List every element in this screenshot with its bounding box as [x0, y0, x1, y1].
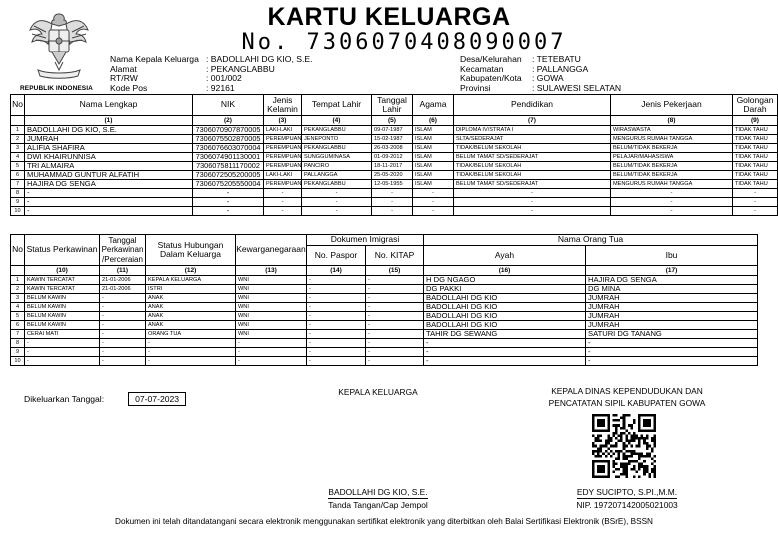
family-status-table	[10, 234, 758, 366]
table-cell: 09-07-1987	[372, 126, 413, 135]
table-cell: -	[372, 207, 413, 216]
table-cell: -	[366, 285, 424, 294]
col-number	[11, 266, 25, 276]
kepala-keluarga-title: KEPALA KELUARGA	[338, 387, 418, 397]
col-header: No. Paspor	[307, 246, 366, 266]
table-cell: ISLAM	[413, 135, 454, 144]
table-cell: -	[302, 198, 372, 207]
header-left	[110, 55, 313, 93]
table-cell: -	[25, 339, 100, 348]
header-field	[460, 84, 621, 94]
table-cell: 21-01-2006	[100, 285, 146, 294]
issued-block	[24, 392, 186, 406]
table-cell: TIDAK TAHU	[733, 162, 778, 171]
table-cell: -	[413, 207, 454, 216]
col-number: (1)	[25, 116, 193, 126]
table-cell: DWI KHAIRUNNISA	[25, 153, 193, 162]
table-row	[11, 276, 758, 285]
table-cell: BELUM KAWIN	[25, 303, 100, 312]
table-cell: 7	[11, 180, 25, 189]
qr-code-icon	[592, 414, 656, 478]
table-cell: -	[366, 330, 424, 339]
col-header: No	[11, 235, 25, 266]
table-cell: PANCIRO	[302, 162, 372, 171]
field-label: Kabupaten/Kota	[460, 73, 522, 84]
table-cell: ANAK	[146, 312, 236, 321]
table-cell: 3	[11, 144, 25, 153]
table-cell: ISLAM	[413, 144, 454, 153]
col-header: Agama	[413, 95, 454, 116]
table-cell: -	[733, 207, 778, 216]
table-row	[11, 198, 778, 207]
table-cell: PEREMPUAN	[264, 144, 302, 153]
table-cell: TIDAK/BELUM SEKOLAH	[454, 162, 611, 171]
col-header: Tempat Lahir	[302, 95, 372, 116]
table-cell: -	[25, 189, 193, 198]
table-cell: -	[100, 339, 146, 348]
table-cell: BADOLLAHI DG KIO	[424, 321, 586, 330]
table-cell: WNI	[236, 321, 307, 330]
table-cell: 7306072505200005	[193, 171, 264, 180]
col-header: No. KITAP	[366, 246, 424, 266]
field-label: Alamat	[110, 63, 137, 74]
table-cell: -	[307, 294, 366, 303]
table-cell: -	[586, 348, 758, 357]
table-row	[11, 144, 778, 153]
field-value: : PEKANGLABBU	[206, 63, 275, 74]
table-cell: 7306075811170002	[193, 162, 264, 171]
table-cell: -	[733, 189, 778, 198]
table-cell: -	[307, 330, 366, 339]
table-cell: SUNGGUMINASA	[302, 153, 372, 162]
col-header: Nama Lengkap	[25, 95, 193, 116]
table-cell: MENGURUS RUMAH TANGGA	[611, 180, 733, 189]
table-cell: JUMRAH	[586, 294, 758, 303]
field-label: Nama Kepala Keluarga	[110, 54, 199, 64]
table-cell: LAKI-LAKI	[264, 126, 302, 135]
table-cell: HAJIRA DG SENGA	[25, 180, 193, 189]
table-cell: 6	[11, 321, 25, 330]
table-cell: -	[100, 294, 146, 303]
table-cell: BELUM/TIDAK BEKERJA	[611, 162, 733, 171]
table-cell: -	[25, 357, 100, 366]
table-cell: -	[25, 348, 100, 357]
table-cell: -	[100, 357, 146, 366]
table-cell: TIDAK/BELUM SEKOLAH	[454, 144, 611, 153]
table-cell: KAWIN TERCATAT	[25, 276, 100, 285]
col-header: Golongan Darah	[733, 95, 778, 116]
table-cell: 2	[11, 285, 25, 294]
kepala-keluarga-name: BADOLLAHI DG KIO, S.E.	[328, 487, 428, 497]
table-cell: PEKANGLABBU	[302, 180, 372, 189]
table2-body	[11, 276, 758, 366]
table-cell: ALIFIA SHAFIRA	[25, 144, 193, 153]
table-cell: -	[586, 357, 758, 366]
table-cell: KEPALA KELUARGA	[146, 276, 236, 285]
table-cell: -	[100, 321, 146, 330]
col-header: Tanggal Perkawinan /Perceraian	[100, 235, 146, 266]
table-cell: -	[413, 198, 454, 207]
table-cell: -	[302, 189, 372, 198]
col-number: (6)	[413, 116, 454, 126]
table-cell: -	[236, 357, 307, 366]
table-cell: TIDAK/BELUM SEKOLAH	[454, 171, 611, 180]
table-cell: -	[424, 348, 586, 357]
table-cell: 1	[11, 276, 25, 285]
col-header: Ibu	[586, 246, 758, 266]
table-cell: BELUM KAWIN	[25, 312, 100, 321]
table-cell: 4	[11, 153, 25, 162]
table-cell: BELUM/TIDAK BEKERJA	[611, 171, 733, 180]
table-cell: TIDAK TAHU	[733, 171, 778, 180]
table-cell: 7	[11, 330, 25, 339]
table-cell: ANAK	[146, 294, 236, 303]
table-cell: 5	[11, 312, 25, 321]
col-header: Tanggal Lahir	[372, 95, 413, 116]
table-cell: -	[100, 303, 146, 312]
table-cell: BELUM TAMAT SD/SEDERAJAT	[454, 153, 611, 162]
col-header: Jenis Kelamin	[264, 95, 302, 116]
table-cell: -	[236, 348, 307, 357]
table-cell: 2	[11, 135, 25, 144]
table-cell: ISLAM	[413, 162, 454, 171]
dinas-official-name: EDY SUCIPTO, S.PI.,M.M.	[576, 487, 678, 497]
table-cell: -	[366, 339, 424, 348]
table-cell: BADOLLAHI DG KIO, S.E.	[25, 126, 193, 135]
field-value: : BADOLLAHI DG KIO, S.E.	[206, 54, 313, 64]
table-cell: -	[372, 189, 413, 198]
table-cell: ORANG TUA	[146, 330, 236, 339]
table-cell: BADOLLAHI DG KIO	[424, 294, 586, 303]
table-cell: 1	[11, 126, 25, 135]
col-number: (9)	[733, 116, 778, 126]
table-cell: 8	[11, 189, 25, 198]
table-cell: -	[146, 348, 236, 357]
table-cell: -	[307, 303, 366, 312]
table-cell: TAHIR DG SEWANG	[424, 330, 586, 339]
table-cell: 3	[11, 294, 25, 303]
table-cell: PELAJAR/MAHASISWA	[611, 153, 733, 162]
table-cell: -	[25, 198, 193, 207]
table-cell: H DG NGAGO	[424, 276, 586, 285]
col-number: (13)	[236, 266, 307, 276]
col-header: Ayah	[424, 246, 586, 266]
table-cell: WNI	[236, 285, 307, 294]
table-cell: 7306074901130001	[193, 153, 264, 162]
table-cell: -	[611, 207, 733, 216]
table-cell: -	[307, 348, 366, 357]
signature-note: Tanda Tangan/Cap Jempol	[328, 500, 428, 510]
field-value: : SULAWESI SELATAN	[532, 82, 622, 93]
field-value: : 92161	[206, 82, 235, 93]
table-cell: -	[193, 189, 264, 198]
table1-body	[11, 126, 778, 216]
table-cell: -	[366, 276, 424, 285]
table-cell: -	[100, 330, 146, 339]
table-cell: -	[454, 189, 611, 198]
table-cell: 12-05-1955	[372, 180, 413, 189]
header-field	[110, 84, 313, 94]
document-number: No. 7306070408090007	[241, 30, 567, 55]
field-label: Desa/Kelurahan	[460, 54, 522, 64]
table1-header-row	[11, 95, 778, 116]
issued-label: Dikeluarkan Tanggal:	[24, 394, 105, 404]
col-header: No	[11, 95, 25, 116]
table-cell: BADOLLAHI DG KIO	[424, 303, 586, 312]
table-cell: -	[307, 321, 366, 330]
table-row	[11, 312, 758, 321]
table-cell: -	[454, 207, 611, 216]
dinas-title-line1: KEPALA DINAS KEPENDUDUKAN DAN	[551, 386, 703, 396]
col-number: (3)	[264, 116, 302, 126]
table-cell: -	[307, 357, 366, 366]
table-row	[11, 357, 758, 366]
table-cell: 4	[11, 303, 25, 312]
document-title: KARTU KELUARGA	[267, 3, 511, 31]
table-cell: BELUM/TIDAK BEKERJA	[611, 144, 733, 153]
table-cell: -	[307, 339, 366, 348]
table-cell: PEKANGLABBU	[302, 144, 372, 153]
table-cell: ANAK	[146, 303, 236, 312]
col-number: (17)	[586, 266, 758, 276]
table-cell: 01-09-2012	[372, 153, 413, 162]
field-label: Provinsi	[460, 82, 491, 93]
dinas-title	[536, 386, 718, 409]
table-cell: 9	[11, 348, 25, 357]
emblem-caption: REPUBLIK INDONESIA	[20, 85, 93, 92]
table-cell: 8	[11, 339, 25, 348]
table-row	[11, 303, 758, 312]
table-cell: JUMRAH	[25, 135, 193, 144]
col-header: NIK	[193, 95, 264, 116]
table-cell: -	[424, 357, 586, 366]
table-row	[11, 189, 778, 198]
table-row	[11, 330, 758, 339]
table-cell: PEREMPUAN	[264, 180, 302, 189]
table-cell: -	[25, 207, 193, 216]
table-cell: 10	[11, 207, 25, 216]
table-cell: JENEPONTO	[302, 135, 372, 144]
disclaimer: Dokumen ini telah ditandatangani secara elektronik menggunakan sertifikat elektronik yang diterbitkan oleh Balai Sertifikasi Elektronik (BSrE), BSSN	[115, 517, 653, 526]
col-number	[11, 116, 25, 126]
table-cell: -	[611, 189, 733, 198]
table-cell: BELUM KAWIN	[25, 321, 100, 330]
table-cell: ISLAM	[413, 180, 454, 189]
col-number: (12)	[146, 266, 236, 276]
table2-number-row	[11, 266, 758, 276]
table-cell: JUMRAH	[586, 312, 758, 321]
col-number: (7)	[454, 116, 611, 126]
table-cell: -	[372, 198, 413, 207]
table-cell: JUMRAH	[586, 321, 758, 330]
family-members-table	[10, 94, 778, 216]
table-row	[11, 294, 758, 303]
table-cell: -	[302, 207, 372, 216]
table-row	[11, 207, 778, 216]
table-cell: 10	[11, 357, 25, 366]
table-cell: -	[366, 303, 424, 312]
col-number: (4)	[302, 116, 372, 126]
table-cell: LAKI-LAKI	[264, 171, 302, 180]
table-cell: -	[366, 321, 424, 330]
table-cell: BADOLLAHI DG KIO	[424, 312, 586, 321]
col-group-header: Dokumen Imigrasi	[307, 235, 424, 246]
table-row	[11, 153, 778, 162]
table-cell: BELUM TAMAT SD/SEDERAJAT	[454, 180, 611, 189]
field-label: Kode Pos	[110, 82, 148, 93]
col-header: Status Hubungan Dalam Keluarga	[146, 235, 236, 266]
col-number: (11)	[100, 266, 146, 276]
table-row	[11, 285, 758, 294]
table-cell: 15-02-1987	[372, 135, 413, 144]
table-cell: 7306076603070004	[193, 144, 264, 153]
table-cell: -	[366, 312, 424, 321]
table-cell: SATURI DG TANANG	[586, 330, 758, 339]
issued-date: 07-07-2023	[128, 392, 186, 406]
table-cell: -	[146, 357, 236, 366]
table-cell: WNI	[236, 303, 307, 312]
table-cell: ISLAM	[413, 153, 454, 162]
table-row	[11, 135, 778, 144]
table-cell: ANAK	[146, 321, 236, 330]
table-cell: WIRASWASTA	[611, 126, 733, 135]
table-cell: ISLAM	[413, 171, 454, 180]
table-cell: PEREMPUAN	[264, 153, 302, 162]
table-cell: MENGURUS RUMAH TANGGA	[611, 135, 733, 144]
col-group-header: Nama Orang Tua	[424, 235, 758, 246]
table1-number-row	[11, 116, 778, 126]
table-cell: -	[424, 339, 586, 348]
table-cell: MUHAMMAD GUNTUR ALFATIH	[25, 171, 193, 180]
table-row	[11, 126, 778, 135]
table-cell: 18-11-2017	[372, 162, 413, 171]
table-cell: TRI ALMAIRA	[25, 162, 193, 171]
table-cell: -	[193, 207, 264, 216]
table-row	[11, 180, 778, 189]
table-cell: TIDAK TAHU	[733, 144, 778, 153]
col-header: Pendidikan	[454, 95, 611, 116]
table-cell: WNI	[236, 294, 307, 303]
table-cell: HAJIRA DG SENGA	[586, 276, 758, 285]
table-cell: TIDAK TAHU	[733, 126, 778, 135]
table-cell: -	[236, 339, 307, 348]
table-cell: -	[307, 285, 366, 294]
table-cell: -	[366, 348, 424, 357]
table-cell: -	[413, 189, 454, 198]
table-cell: 26-03-2008	[372, 144, 413, 153]
col-header: Status Perkawinan	[25, 235, 100, 266]
field-value: : GOWA	[532, 73, 564, 84]
col-number: (5)	[372, 116, 413, 126]
table-cell: 7306070907870005	[193, 126, 264, 135]
table-cell: 7306075502870005	[193, 135, 264, 144]
table-cell: -	[366, 294, 424, 303]
table-cell: CERAI MATI	[25, 330, 100, 339]
table-cell: 9	[11, 198, 25, 207]
table-cell: -	[733, 198, 778, 207]
table-cell: 5	[11, 162, 25, 171]
table-cell: BELUM KAWIN	[25, 294, 100, 303]
kepala-keluarga-name-block	[303, 487, 453, 497]
field-value: : 001/002	[206, 73, 242, 84]
table-cell: PEKANGLABBU	[302, 126, 372, 135]
table-cell: 6	[11, 171, 25, 180]
table-cell: 21-01-2006	[100, 276, 146, 285]
table-cell: TIDAK TAHU	[733, 135, 778, 144]
table-cell: WNI	[236, 276, 307, 285]
table-cell: DG MINA	[586, 285, 758, 294]
table-cell: ISLAM	[413, 126, 454, 135]
table-cell: -	[454, 198, 611, 207]
table-cell: -	[611, 198, 733, 207]
table-cell: -	[366, 357, 424, 366]
col-number: (8)	[611, 116, 733, 126]
table-cell: 7306075205550004	[193, 180, 264, 189]
dinas-name-block	[536, 487, 718, 497]
table-cell: -	[264, 207, 302, 216]
table-cell: PALLANGGA	[302, 171, 372, 180]
table-cell: DIPLOMA IV/STRATA I	[454, 126, 611, 135]
field-label: RT/RW	[110, 73, 138, 84]
table-cell: PEREMPUAN	[264, 135, 302, 144]
table-cell: TIDAK TAHU	[733, 180, 778, 189]
table-cell: ISTRI	[146, 285, 236, 294]
field-value: : PALLANGGA	[532, 63, 589, 74]
table-cell: JUMRAH	[586, 303, 758, 312]
table-cell: 25-05-2020	[372, 171, 413, 180]
table-cell: WNI	[236, 330, 307, 339]
table-cell: -	[100, 312, 146, 321]
col-header: Jenis Pekerjaan	[611, 95, 733, 116]
dinas-nip: NIP. 197207142005021003	[576, 500, 678, 510]
header-right	[460, 55, 621, 93]
table-cell: DG PAKKI	[424, 285, 586, 294]
table-cell: -	[146, 339, 236, 348]
col-header: Kewarganegaraan	[236, 235, 307, 266]
table-cell: TIDAK TAHU	[733, 153, 778, 162]
table-cell: -	[193, 198, 264, 207]
table-cell: -	[100, 348, 146, 357]
table-cell: -	[264, 198, 302, 207]
table2-header-row	[11, 235, 758, 246]
table-cell: PEREMPUAN	[264, 162, 302, 171]
col-number: (2)	[193, 116, 264, 126]
table-row	[11, 339, 758, 348]
table-row	[11, 348, 758, 357]
col-number: (15)	[366, 266, 424, 276]
table-cell: -	[586, 339, 758, 348]
table-row	[11, 171, 778, 180]
table-cell: -	[264, 189, 302, 198]
field-value: : TETEBATU	[532, 54, 581, 64]
table-cell: -	[307, 276, 366, 285]
table-cell: KAWIN TERCATAT	[25, 285, 100, 294]
col-number: (16)	[424, 266, 586, 276]
col-number: (10)	[25, 266, 100, 276]
table-cell: SLTA/SEDERAJAT	[454, 135, 611, 144]
col-number: (14)	[307, 266, 366, 276]
field-label: Kecamatan	[460, 63, 504, 74]
table-cell: WNI	[236, 312, 307, 321]
table-cell: -	[307, 312, 366, 321]
dinas-title-line2: PENCATATAN SIPIL KABUPATEN GOWA	[548, 397, 706, 408]
